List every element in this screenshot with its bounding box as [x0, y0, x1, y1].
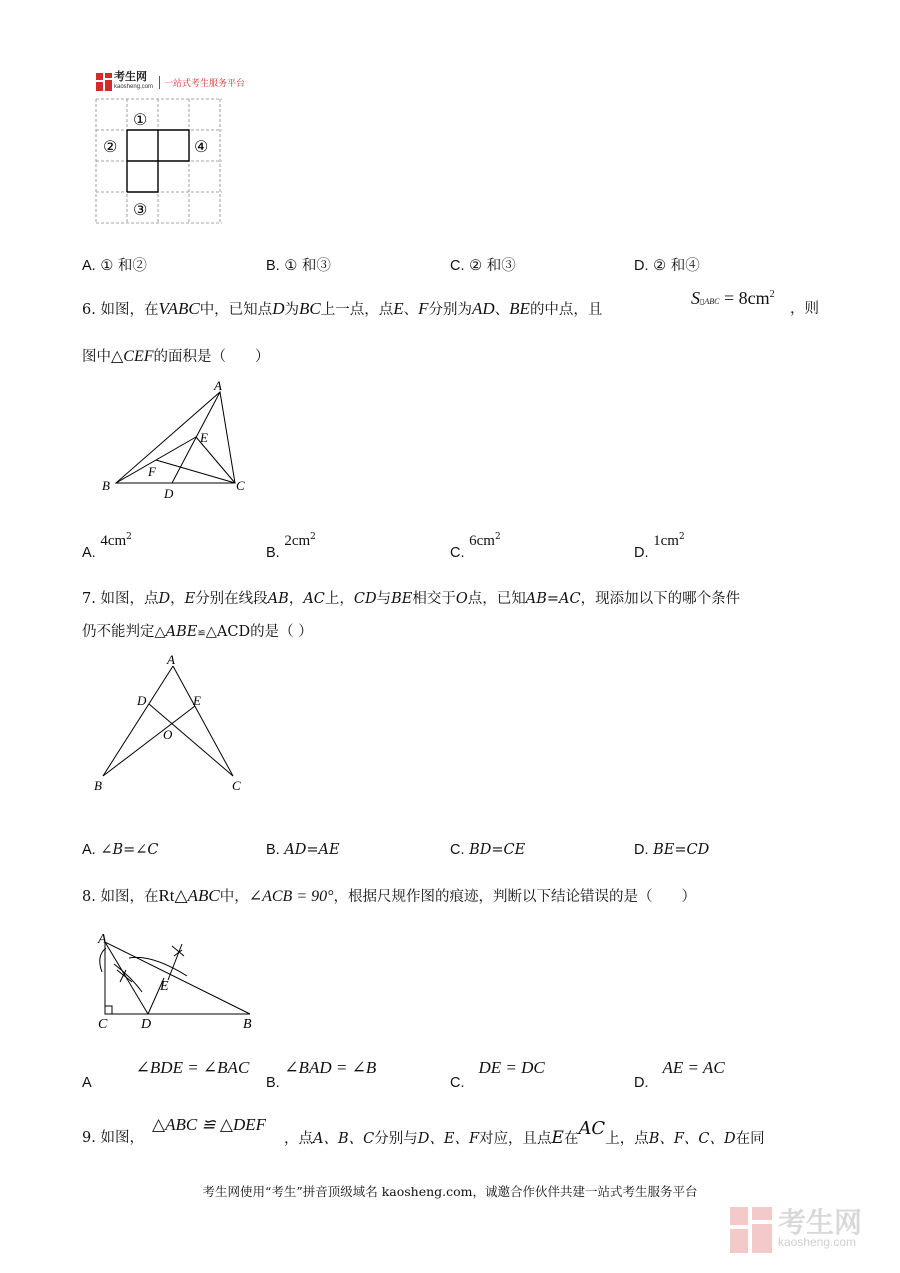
q5-label-3: ③	[133, 202, 148, 219]
q5-grid-figure	[94, 96, 224, 226]
q5-option-d[interactable]: D. ② 和④	[634, 258, 700, 274]
q8-label-a: A	[98, 932, 107, 947]
logo-slogan: 一站式考生服务平台	[159, 76, 245, 89]
q7-label-d: D	[137, 693, 147, 708]
q5-label-2: ②	[103, 139, 118, 156]
watermark-logo	[730, 1207, 862, 1253]
logo-icon	[96, 73, 112, 91]
q5-option-a[interactable]: A. ① 和②	[82, 258, 147, 274]
q8-line1: 8. 如图，在Rt△ABC中，∠ACB = 90°，根据尺规作图的痕迹，判断以下结论错误的是（ ）	[82, 886, 697, 905]
q6-option-d[interactable]: D. $1cm^2$	[634, 532, 685, 561]
q8-label-b: B	[243, 1017, 252, 1032]
q5-label-1: ①	[133, 112, 148, 129]
q9-line1: 9. 如图，	[82, 1130, 144, 1146]
header-logo	[96, 72, 245, 92]
q7-label-c: C	[232, 778, 241, 793]
q5-option-b[interactable]: B. ① 和③	[266, 258, 331, 274]
q7-label-o: O	[163, 727, 173, 742]
q7-label-a: A	[167, 652, 175, 667]
logo-sub: kaosheng.com	[114, 84, 154, 90]
q7-line2: 仍不能判定△ABE≌△ACD的是（ ）	[82, 624, 313, 640]
q7-label-b: B	[94, 778, 102, 793]
q9-line1-rest: ，点A、B、C分别与D、E、F对应，且点E在AC上，点B、F、C、D在同	[284, 1118, 765, 1148]
watermark-text: 考生网	[777, 1206, 862, 1239]
page-footer: 考生网使用“考生”拼音顶级域名 kaosheng.com，诚邀合作伙伴共建一站式考生服务平台	[202, 1184, 698, 1199]
q8-construction-figure	[92, 926, 267, 1036]
q6-option-b[interactable]: B. $2cm^2$	[266, 532, 316, 561]
q7-label-e: E	[193, 693, 201, 708]
q6-label-a: A	[214, 378, 222, 393]
q6-triangle-figure	[96, 374, 256, 504]
logo-text: 考生网	[114, 70, 147, 83]
q8-option-a[interactable]: A∠BDE = ∠BAC	[82, 1058, 250, 1091]
q7-option-a[interactable]: A. ∠B=∠C	[82, 842, 159, 858]
q6-label-e: E	[200, 430, 208, 445]
q5-label-4: ④	[194, 139, 209, 156]
q7-option-d[interactable]: D. BE=CD	[634, 842, 710, 858]
watermark-icon	[730, 1207, 772, 1253]
q6-label-f: F	[148, 464, 156, 479]
q8-label-c: C	[98, 1017, 108, 1032]
q6-label-b: B	[102, 478, 110, 493]
q6-label-d: D	[164, 486, 174, 501]
q6-line2: 图中△CEF的面积是（ ）	[82, 348, 270, 365]
watermark-sub: kaosheng.com	[777, 1235, 857, 1249]
q8-label-e: E	[160, 979, 169, 994]
q9-congruence: △ABC ≌ △DEF	[152, 1115, 267, 1134]
q6-line1: 6. 如图，在VABC中，已知点D为BC上一点，点E、F分别为AD、BE的中点，且	[82, 299, 603, 318]
q8-option-b[interactable]: B. ∠BAD = ∠B	[266, 1058, 377, 1091]
q7-triangle-figure	[90, 650, 250, 800]
q6-line1-end: ，则	[790, 301, 819, 317]
q7-option-b[interactable]: B. AD=AE	[266, 842, 340, 858]
q7-line1: 7. 如图，点D，E分别在线段AB，AC上，CD与BE相交于O点，已知AB=AC，现添加以下的哪个条件	[82, 591, 741, 607]
q5-option-c[interactable]: C. ② 和③	[450, 258, 516, 274]
q8-option-c[interactable]: C.DE = DC	[450, 1058, 545, 1091]
q8-label-d: D	[141, 1017, 152, 1032]
q6-option-c[interactable]: C. $6cm^2$	[450, 532, 501, 561]
q6-area-formula: S▯ABC = $8cm^2$	[691, 288, 775, 308]
q7-option-c[interactable]: C. BD=CE	[450, 842, 526, 858]
q6-option-a[interactable]: A. $4cm^2$	[82, 532, 132, 561]
q6-label-c: C	[236, 478, 245, 493]
q8-option-d[interactable]: D.AE = AC	[634, 1058, 725, 1091]
